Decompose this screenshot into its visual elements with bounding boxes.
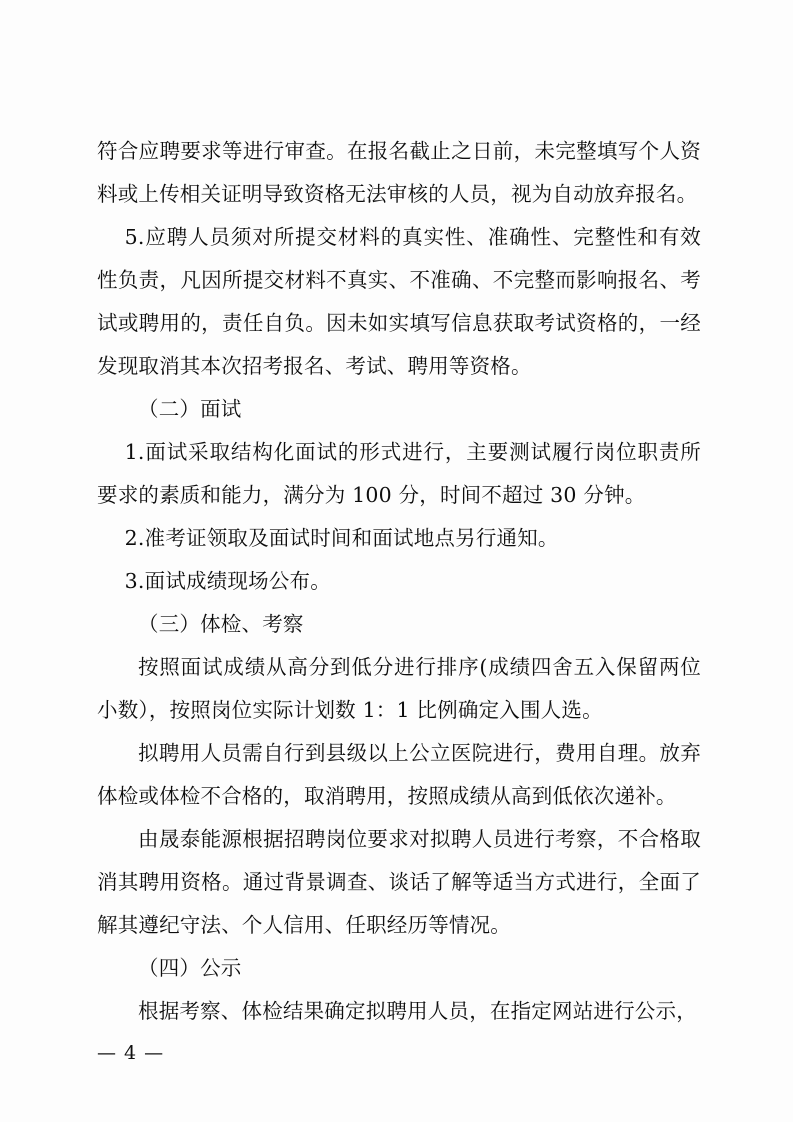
heading-section-publicity: （四）公示 bbox=[138, 956, 242, 980]
document-body bbox=[97, 130, 701, 1033]
heading-section-medical-investigation: （三）体检、考察 bbox=[138, 612, 304, 636]
paragraph-ranking: 按照面试成绩从高分到低分进行排序(成绩四舍五入保留两位小数），按照岗位实际计划数 1：1 比例确定入围人选。 bbox=[97, 655, 701, 722]
paragraph-investigation: 由晟泰能源根据招聘岗位要求对拟聘人员进行考察，不合格取消其聘用资格。通过背景调查、谈话了解等适当方式进行，全面了解其遵纪守法、个人信用、任职经历等情况。 bbox=[97, 827, 701, 937]
paragraph-review-continued: 符合应聘要求等进行审查。在报名截止之日前，未完整填写个人资料或上传相关证明导致资格无法审核的人员，视为自动放弃报名。 bbox=[97, 139, 701, 206]
page-footer bbox=[0, 1042, 793, 1064]
paragraph-publicity: 根据考察、体检结果确定拟聘用人员，在指定网站进行公示， bbox=[138, 999, 697, 1023]
paragraph-item-5: 5.应聘人员须对所提交材料的真实性、准确性、完整性和有效性负责，凡因所提交材料不真实、不准确、不完整而影响报名、考试或聘用的，责任自负。因未如实填写信息获取考试资格的，一经发现取消其本次招考报名、考试、聘用等资格。 bbox=[97, 225, 701, 378]
paragraph-interview-3: 3.面试成绩现场公布。 bbox=[124, 569, 331, 593]
page-number: — 4 — bbox=[97, 1042, 165, 1064]
paragraph-interview-1: 1.面试采取结构化面试的形式进行，主要测试履行岗位职责所要求的素质和能力，满分为 100 分，时间不超过 30 分钟。 bbox=[97, 440, 701, 507]
paragraph-medical-exam: 拟聘用人员需自行到县级以上公立医院进行，费用自理。放弃体检或体检不合格的，取消聘用，按照成绩从高到低依次递补。 bbox=[97, 741, 701, 808]
paragraph-interview-2: 2.准考证领取及面试时间和面试地点另行通知。 bbox=[124, 526, 559, 550]
heading-section-interview: （二）面试 bbox=[138, 397, 242, 421]
